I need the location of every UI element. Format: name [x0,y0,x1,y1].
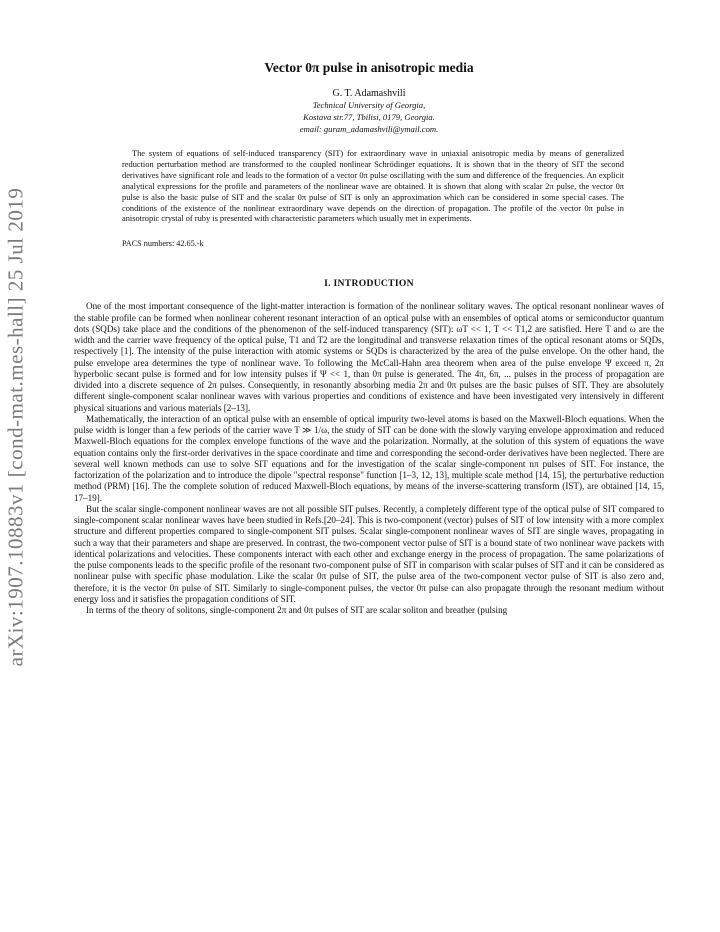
abstract [122,149,624,225]
paper-page [74,60,664,616]
abstract-text: The system of equations of self-induced transparency (SIT) for extraordinary wave in uniaxial anisotropic media by means of generalized reduction perturbation method are transformed to the coupled nonlinear Schrödinger equations. It is shown that in the theory of SIT the second derivatives have significant role and leads to the formation of a vector 0π pulse oscillating with the sum and difference of the frequencies. An explicit analytical expressions for the profile and parameters of the nonlinear wave are obtained. It is shown that along with scalar 2π pulse, the vector 0π pulse is also the basic pulse of SIT and the scalar 0π pulse of SIT is only an approximation which can be considered in some special cases. The conditions of the existence of the nonlinear extraordinary wave depends on the direction of propagation. The profile of the vector 0π pulse in anisotropic crystal of ruby is presented with characteristic parameters which usually met in experiments. [122,149,624,224]
paragraph-2: Mathematically, the interaction of an optical pulse with an ensemble of optical impurity two-level atoms is based on the Maxwell-Bloch equations. When the pulse width is longer than a few periods of the carrier wave T ≫ 1/ω, the study of SIT can be done with the slowly varying envelope approximation and reduced Maxwell-Bloch equations for the complex envelope functions of the wave and the polarization. Normally, at the solution of this system of equations the wave equation contains only the first-order derivatives in the space coordinate and time and corresponding the second-order derivatives have been neglected. There are several well known methods can use to solve SIT equations and for the investigation of the scalar single-component nπ pulses of SIT. For instance, the factorization of the polarization and to introduce the dipole "spectral response" function [1–3, 12, 13], multiple scale method [14, 15], the perturbative reduction method (PRM) [16]. The the complete solution of reduced Maxwell-Bloch equations, by means of the inverse-scattering transform (IST), are obtained [14, 15, 17–19]. [74,413,664,503]
paragraph-1: One of the most important consequence of the light-matter interaction is formation of the nonlinear solitary waves. The optical resonant nonlinear waves of the stable profile can be formed when nonlinear coherent resonant interaction of an optical pulse with an ensembles of optical atoms or semiconductor quantum dots (SQDs) take place and the conditions of the phenomenon of the self-induced transparency (SIT): ωT << 1, T << T1,2 are satisfied. Here T and ω are the width and the carrier wave frequency of the optical pulse, T1 and T2 are the longitudinal and transverse relaxation times of the optical resonant atoms or SQDs, respectively [1]. The intensity of the pulse interaction with atomic systems or SQDs is characterized by the area of the pulse envelope. On the other hand, the pulse envelope area determines the type of nonlinear wave. To following the McCall-Hahn area theorem when area of the pulse envelope Ψ exceed π, 2π hyperbolic secant pulse is formed and for low intensity pulses if Ψ << 1, than 0π pulse is generated. The 4π, 6π, ... pulses in the process of propagation are divided into a discrete sequence of 2π pulses. Consequently, in resonantly absorbing media 2π and 0π pulses are the basic pulses of SIT. They are absolutely different single-component scalar nonlinear waves with various properties and conditions of existence and have been investigated very intensively in different physical situations and various materials [2–13]. [74,301,664,413]
affiliation-line-2: Kostava str.77, Tbilisi, 0179, Georgia. [303,112,435,122]
author-email: email: guram_adamashvili@ymail.com. [299,124,439,134]
arxiv-identifier: arXiv:1907.10883v1 [cond-mat.mes-hall] 25 Jul 2019 [3,187,28,667]
paragraph-4: In terms of the theory of solitons, single-component 2π and 0π pulses of SIT are scalar soliton and breather (pulsing [86,605,508,616]
affiliation-line-1: Technical University of Georgia, [312,100,426,110]
section-heading-introduction: I. INTRODUCTION [324,278,414,290]
introduction-body [74,301,664,616]
pacs-numbers: PACS numbers: 42.65.-k [122,239,204,249]
paragraph-3: But the scalar single-component nonlinear waves are not all possible SIT pulses. Recently, a completely different type of the optical pulse of SIT compared to single-component scalar nonlinear waves have been studied in Refs.[20–24]. This is two-component (vector) pulses of SIT of low intensity with a more complex structure and different properties compared to single-component SIT pulses. Scalar single-component nonlinear waves of SIT are single waves, propagating in such a way that their parameters and shape are preserved. In contrast, the two-component vector pulse of SIT is a bound state of two nonlinear wave packets with identical polarizations and velocities. These components interact with each other and exchange energy in the process of propagation. The same polarizations of the pulse components leads to the specific profile of the resonant two-component pulse of SIT in comparison with scalar pulses of SIT and it can be considered as nonlinear pulse with specific phase modulation. Like the scalar 0π pulse of SIT, the pulse area of the two-component vector pulse of SIT is also zero and, therefore, it is the vector 0π pulse of SIT. Similarly to single-component pulses, the vector 0π pulse can also propagate through the resonant medium without energy loss and it satisfies the propagation conditions of SIT. [74,503,664,604]
author-name: G. T. Adamashvili [332,88,406,99]
arxiv-sidebar-stamp [0,187,44,667]
paper-title: Vector 0π pulse in anisotropic media [264,60,474,75]
